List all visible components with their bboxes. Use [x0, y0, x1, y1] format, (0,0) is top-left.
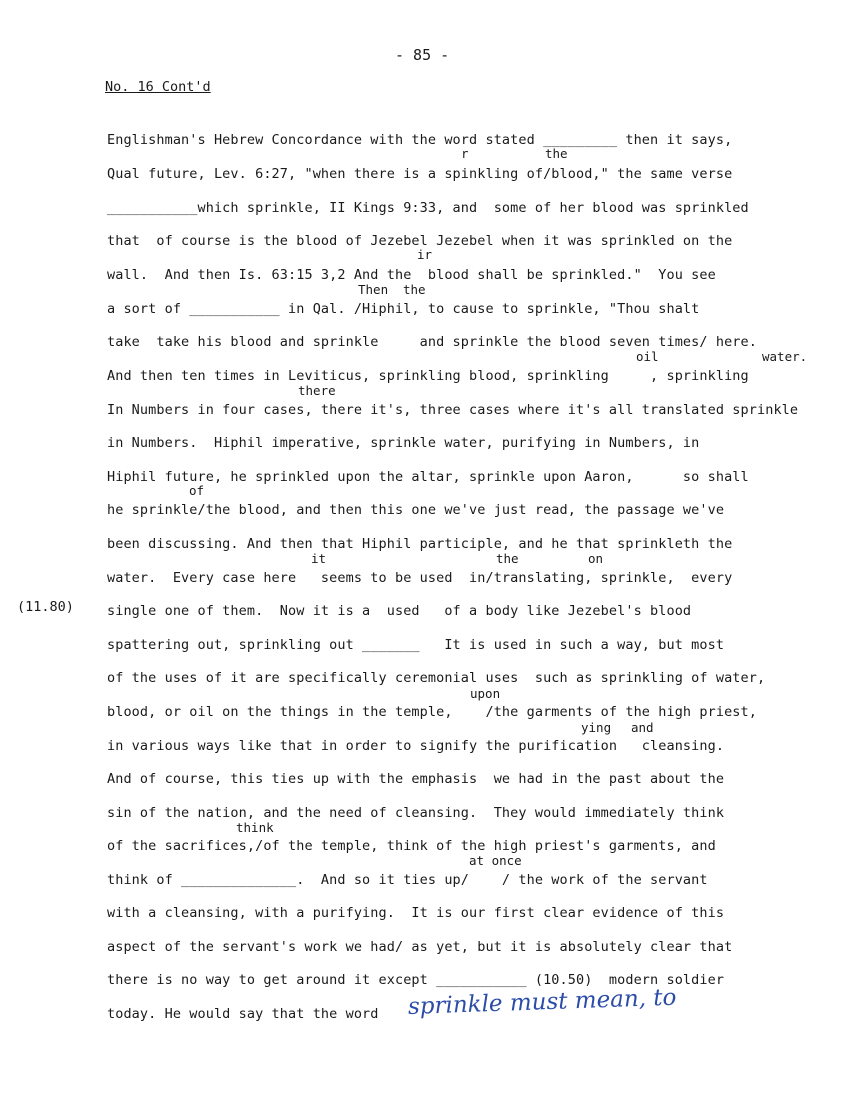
text-line: in Numbers. Hiphil imperative, sprinkle water, purifying in Numbers, in — [107, 435, 700, 451]
text-line: today. He would say that the word — [107, 1006, 379, 1022]
text-line: And then ten times in Leviticus, sprinkling blood, sprinkling , sprinkling — [107, 368, 749, 384]
text-line: water. Every case here seems to be used in/translating, sprinkle, every — [107, 570, 733, 586]
text-line: think of ______________. And so it ties up/ / the work of the servant — [107, 872, 708, 888]
handwritten-note: sprinkle must mean, to — [407, 984, 677, 1020]
text-line: with a cleansing, with a purifying. It is our first clear evidence of this — [107, 905, 725, 921]
insertion: on — [588, 551, 604, 566]
text-line: spattering out, sprinkling out _______ It is used in such a way, but most — [107, 637, 725, 653]
text-line: there is no way to get around it except ___________ (10.50) modern soldier — [107, 972, 725, 988]
insertion: the — [403, 282, 426, 297]
text-line: of the sacrifices,/of the temple, think of the high priest's garments, and — [107, 838, 716, 854]
text-line: of the uses of it are specifically ceremonial uses such as sprinkling of water, — [107, 670, 766, 686]
text-line: Englishman's Hebrew Concordance with the word stated _________ then it says, — [107, 132, 733, 148]
insertion: the — [496, 551, 519, 566]
text-line: a sort of ___________ in Qal. /Hiphil, to cause to sprinkle, "Thou shalt — [107, 301, 700, 317]
insertion: it — [311, 551, 327, 566]
insertion: upon — [470, 686, 501, 701]
text-line: ___________which sprinkle, II Kings 9:33, and some of her blood was sprinkled — [107, 200, 749, 216]
text-line: blood, or oil on the things in the temple, /the garments of the high priest, — [107, 704, 757, 720]
text-line: single one of them. Now it is a used of a body like Jezebel's blood — [107, 603, 692, 619]
page-number: - 85 - — [395, 46, 450, 64]
insertion: ying — [581, 720, 612, 735]
text-line: Hiphil future, he sprinkled upon the altar, sprinkle upon Aaron, so shall — [107, 469, 749, 485]
insertion: oil — [636, 349, 659, 364]
insertion: Then — [358, 282, 389, 297]
insertion: and — [631, 720, 654, 735]
insertion: ir — [417, 247, 433, 262]
insertion: of — [189, 483, 205, 498]
text-line: Qual future, Lev. 6:27, "when there is a spinkling of/blood," the same verse — [107, 166, 733, 182]
text-line: wall. And then Is. 63:15 3,2 And the blood shall be sprinkled." You see — [107, 267, 716, 283]
insertion: there — [298, 383, 336, 398]
text-line: aspect of the servant's work we had/ as yet, but it is absolutely clear that — [107, 939, 733, 955]
insertion: r — [461, 146, 469, 161]
text-line: take take his blood and sprinkle and sprinkle the blood seven times/ here. — [107, 334, 757, 350]
insertion: the — [545, 146, 568, 161]
insertion: at once — [469, 853, 522, 868]
text-line: been discussing. And then that Hiphil participle, and he that sprinkleth the — [107, 536, 733, 552]
text-line: sin of the nation, and the need of cleansing. They would immediately think — [107, 805, 725, 821]
text-line: he sprinkle/the blood, and then this one we've just read, the passage we've — [107, 502, 725, 518]
insertion: water. — [762, 349, 808, 364]
text-line: In Numbers in four cases, there it's, three cases where it's all translated sprinkle — [107, 402, 799, 418]
text-line: And of course, this ties up with the emphasis we had in the past about the — [107, 771, 725, 787]
margin-timestamp: (11.80) — [17, 599, 74, 615]
section-heading: No. 16 Cont'd — [105, 79, 211, 95]
insertion: think — [236, 820, 274, 835]
text-line: in various ways like that in order to signify the purification cleansing. — [107, 738, 725, 754]
text-line: that of course is the blood of Jezebel Jezebel when it was sprinkled on the — [107, 233, 733, 249]
